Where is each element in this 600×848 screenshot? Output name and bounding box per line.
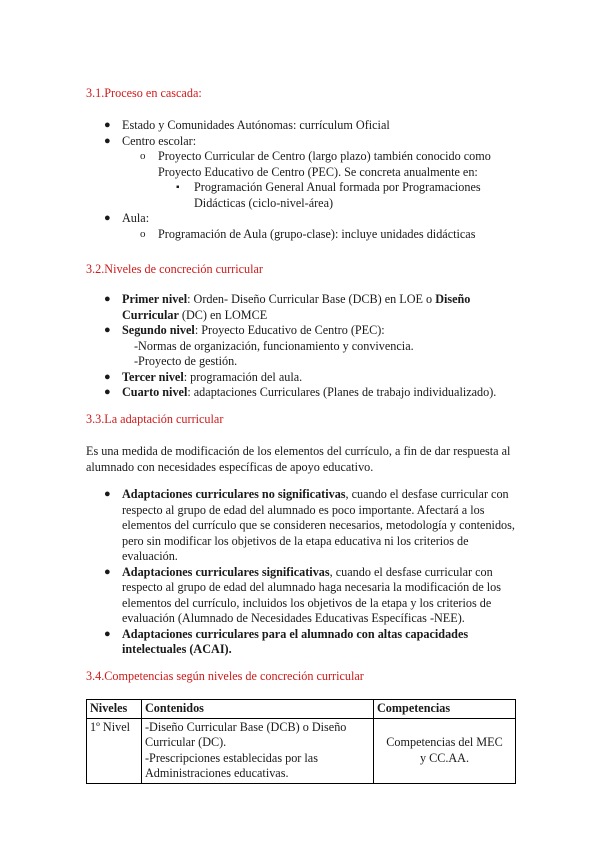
list-item: ● Aula: bbox=[104, 211, 150, 225]
table-cell: -Diseño Curricular Base (DCB) o Diseño Curricular (DC). -Prescripciones establecidas por las Administraciones educativas. bbox=[142, 718, 374, 783]
table-header: Competencias bbox=[374, 700, 516, 719]
list-item: ● Centro escolar: bbox=[104, 133, 197, 148]
bullet-icon: ● bbox=[104, 119, 111, 131]
bullet-icon: ● bbox=[104, 386, 111, 398]
table-cell: Competencias del MEC y CC.AA. bbox=[374, 718, 516, 783]
competencias-table bbox=[86, 699, 516, 784]
bullet-icon: ● bbox=[104, 565, 111, 578]
section-title-3-3: 3.3.La adaptación curricular bbox=[86, 412, 224, 426]
list-item: ● Estado y Comunidades Autónomas: currículum Oficial bbox=[104, 118, 390, 132]
levels-list bbox=[86, 292, 516, 401]
table-header: Niveles bbox=[87, 700, 142, 719]
intro-paragraph: Es una medida de modificación de los elementos del currículo, a fin de dar respuesta al alumnado con necesidades específicas de apoyo educativo. bbox=[86, 444, 511, 474]
bullet-icon: ● bbox=[104, 134, 111, 147]
table-header-row bbox=[87, 700, 516, 719]
square-bullet-icon: ▪ bbox=[176, 182, 180, 193]
bullet-icon: ● bbox=[104, 488, 111, 500]
bullet-icon: ● bbox=[104, 212, 111, 224]
sub-line: -Normas de organización, funcionamiento y convivencia. bbox=[134, 338, 414, 353]
table-row bbox=[87, 718, 516, 783]
circle-bullet-icon: o bbox=[140, 227, 146, 240]
list-item: o Proyecto Curricular de Centro (largo plazo) también conocido como Proyecto Educativo de Centro (PEC). Se concreta anualmente en: bbox=[140, 149, 491, 179]
bullet-icon: ● bbox=[104, 370, 111, 383]
bullet-icon: ● bbox=[104, 293, 111, 305]
table-cell: 1º Nivel bbox=[87, 718, 142, 783]
list-item: o Programación de Aula (grupo-clase): incluye unidades didácticas bbox=[140, 226, 476, 241]
bullet-icon: ● bbox=[104, 324, 111, 336]
list-item: ● Adaptaciones curriculares para el alumnado con altas capacidades intelectuales (ACAI). bbox=[104, 626, 469, 656]
section-title-3-2: 3.2.Niveles de concreción curricular bbox=[86, 262, 263, 276]
circle-bullet-icon: o bbox=[140, 150, 146, 162]
list-item: ▪ Programación General Anual formada por Programaciones Didácticas (ciclo-nivel-área) bbox=[176, 180, 481, 210]
bullet-icon: ● bbox=[104, 627, 111, 640]
section-title-3-1: 3.1.Proceso en cascada: bbox=[86, 86, 202, 100]
list-item: ● Segundo nivel: Proyecto Educativo de Centro (PEC): -Normas de organización, funcionamiento y convivencia. -Proyecto de gestión. bbox=[86, 323, 516, 370]
section-title-3-4: 3.4.Competencias según niveles de concreción curricular bbox=[86, 669, 364, 683]
adaptations-list bbox=[86, 487, 516, 658]
sub-line: -Proyecto de gestión. bbox=[134, 354, 238, 368]
cascade-list bbox=[86, 118, 516, 242]
list-item: ● Adaptaciones curriculares no significativas, cuando el desfase curricular con respecto al grupo de edad del alumnado es poco importante. Afectará a los elementos del currículo que se consideren necesarios, metodología y contenidos, pero sin modificar los objetivos de la etapa educativa ni los criterios de evaluación. bbox=[104, 487, 515, 563]
list-item: ● Primer nivel: Orden- Diseño Curricular Base (DCB) en LOE o Diseño Curricular (DC) en LOMCE bbox=[104, 292, 471, 322]
list-item: ● Cuarto nivel: adaptaciones Curriculares (Planes de trabajo individualizado). bbox=[104, 385, 497, 399]
list-item: ● Tercer nivel: programación del aula. bbox=[104, 369, 303, 384]
list-item: ● Adaptaciones curriculares significativas, cuando el desfase curricular con respecto al grupo de edad del alumnado haga necesaria la modificación de los elementos del currículo, incluidos los objetivos de la etapa y los criterios de evaluación (Alumnado de Necesidades Educativas Específicas -NEE). bbox=[104, 564, 502, 625]
table-header: Contenidos bbox=[142, 700, 374, 719]
